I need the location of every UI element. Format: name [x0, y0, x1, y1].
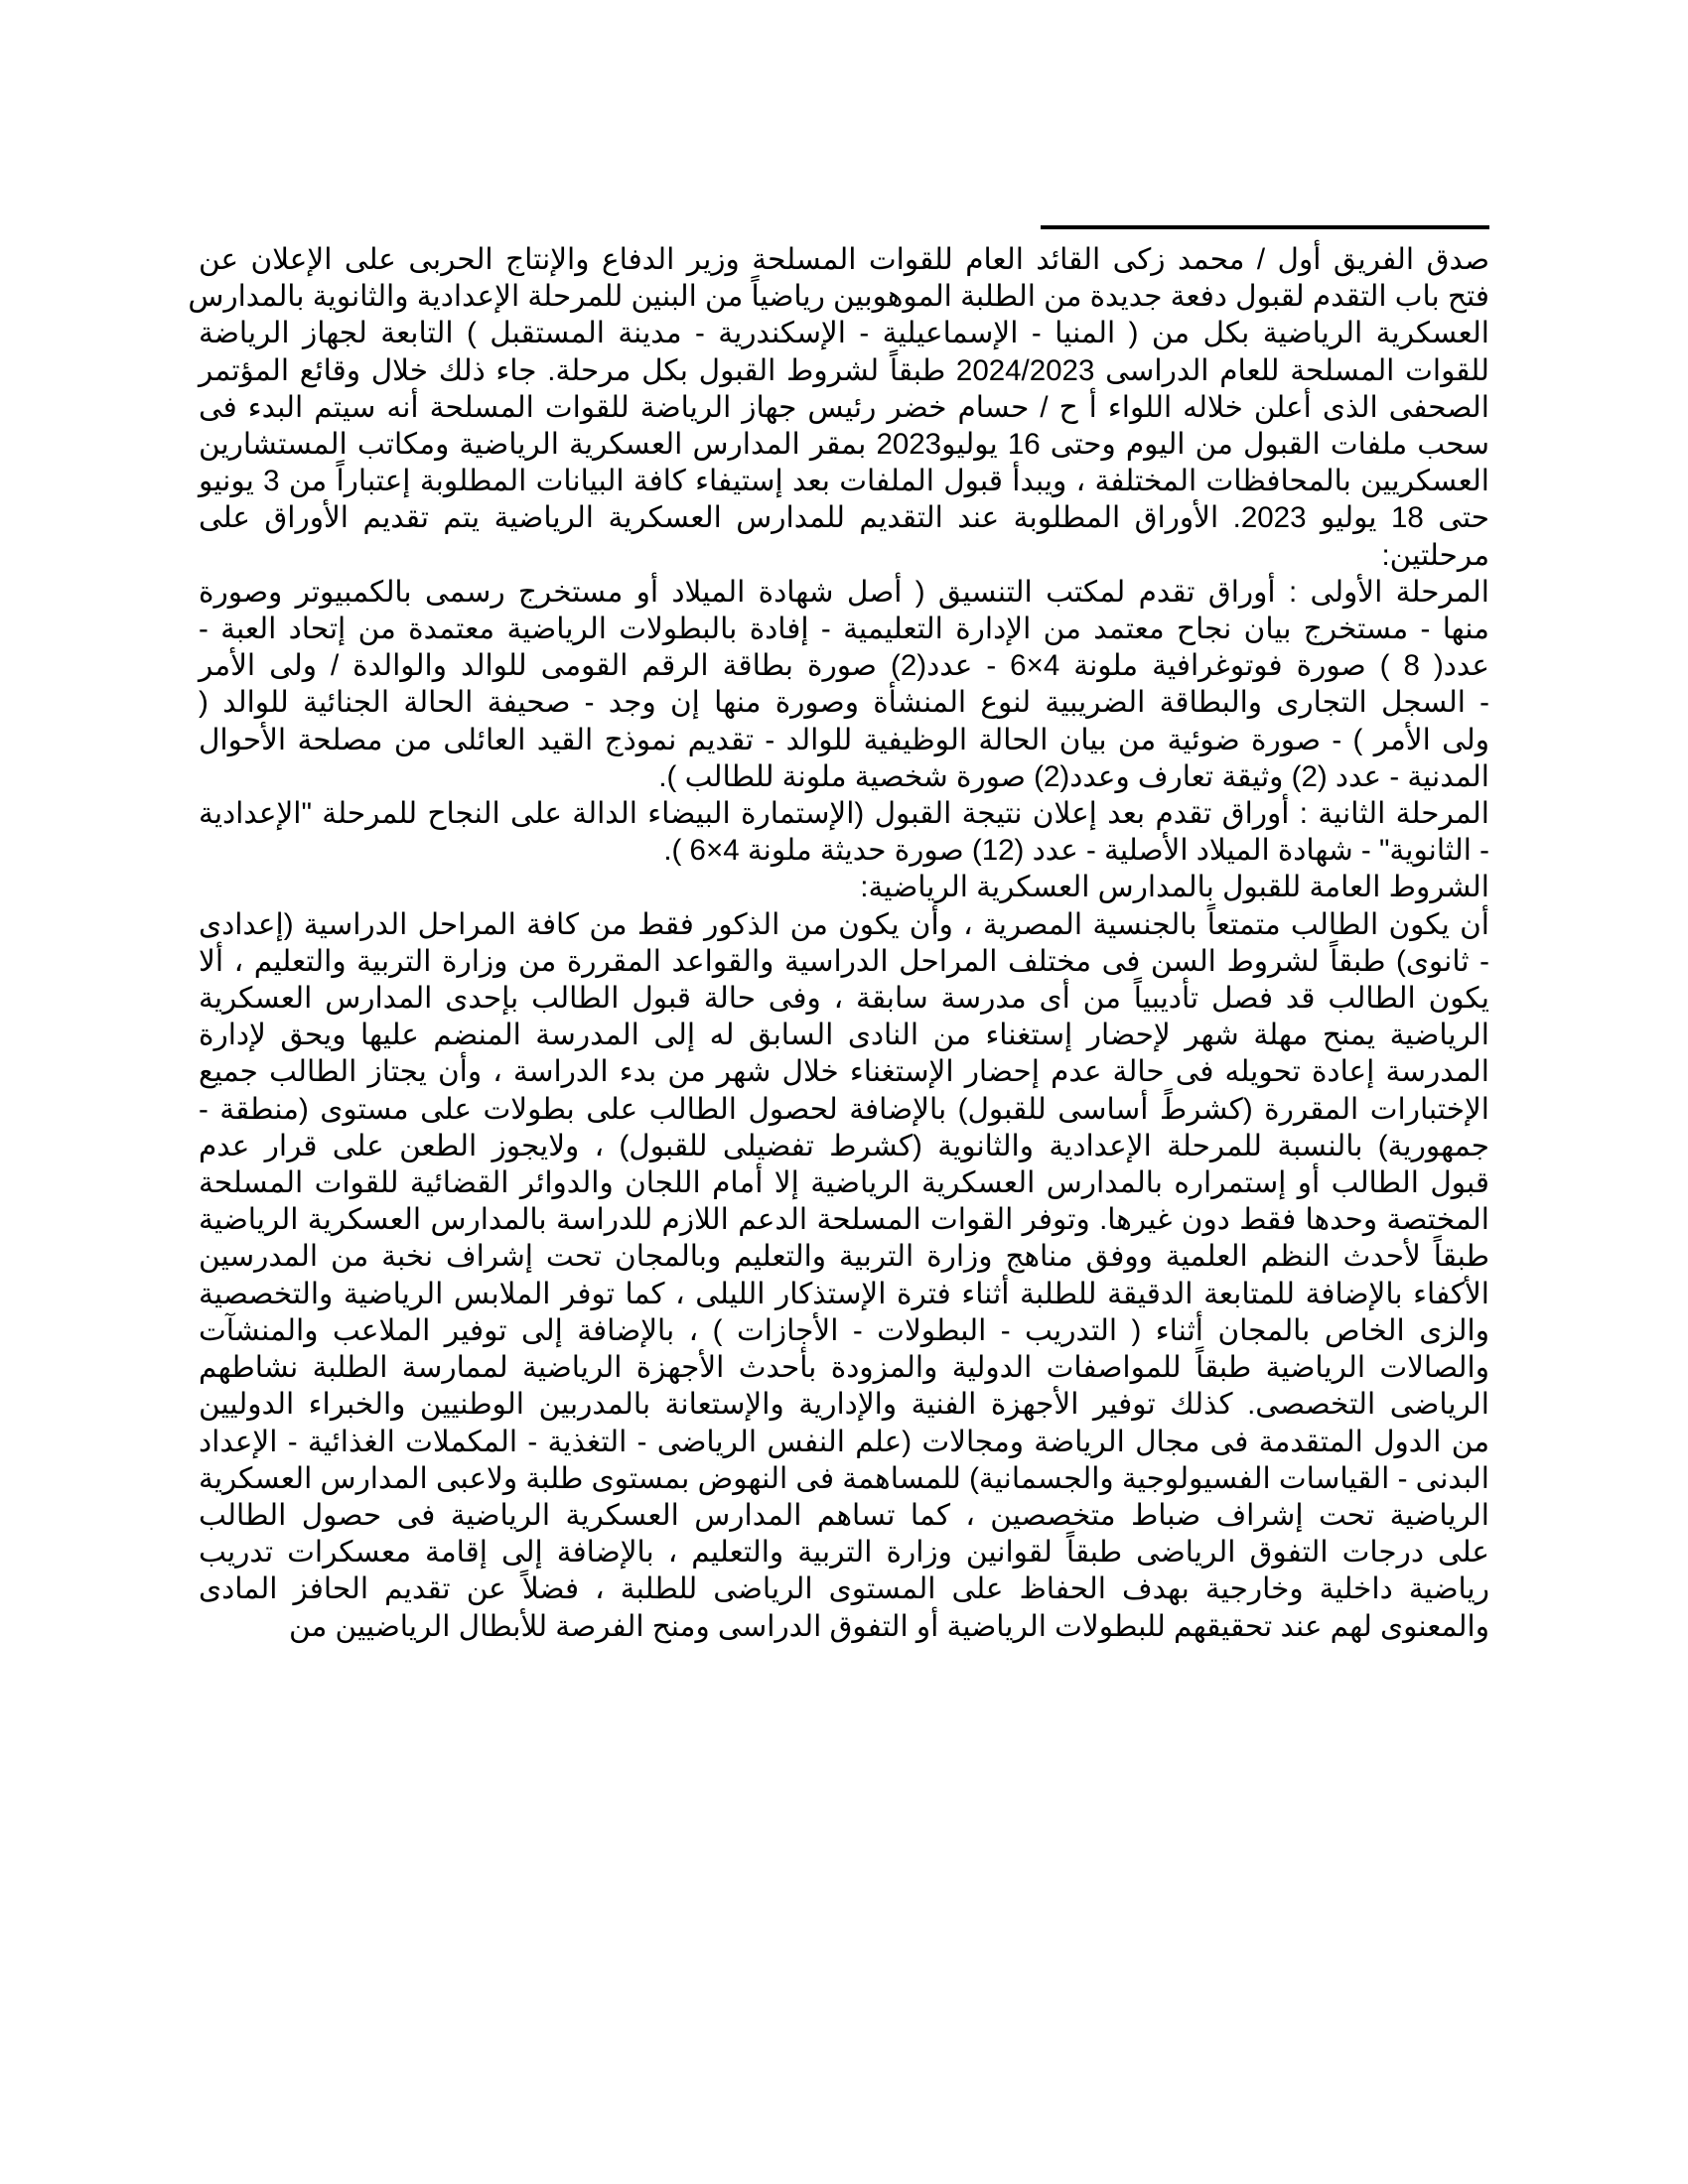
text-line: فتح باب التقدم لقبول دفعة جديدة من الطلبة الموهوبين رياضياً من البنين للمرحلة الإعدادية والثانوية بالمدارس: [188, 280, 1489, 314]
text-line: العسكرية الرياضية بكل من ( المنيا - الإسماعيلية - الإسكندرية - مدينة المستقبل ) التابعة لجهاز الرياضة: [199, 317, 1489, 350]
footnote-separator-rule: [1041, 225, 1489, 229]
text-line: قبول الطالب أو إستمراره بالمدارس العسكرية الرياضية إلا أمام اللجان والدوائر القضائية للقوات المسلحة: [199, 1166, 1489, 1200]
text-line: سحب ملفات القبول من اليوم وحتى 16 يوليو2023 بمقر المدارس العسكرية الرياضية ومكاتب المستشارين: [199, 428, 1490, 462]
text-line: - السجل التجارى والبطاقة الضريبية لنوع المنشأة وصورة منها إن وجد - صحيفة الحالة الجنائية للوالد (: [199, 686, 1489, 720]
text-line: البدنى - القياسات الفسيولوجية والجسمانية) للمساهمة فى النهوض بمستوى طلبة ولاعبى المدارس العسكرية: [199, 1461, 1489, 1495]
paragraph-intro: [188, 241, 1490, 574]
text-line: الرياضية يمنح مهلة شهر لإحضار إستغناء من النادى السابق له إلى المدرسة المنضم عليها ويحق لإدارة: [199, 1019, 1489, 1052]
text-line: يكون الطالب قد فصل تأديبياً من أى مدرسة سابقة ، وفى حالة قبول الطالب بإحدى المدارس العسكرية: [199, 982, 1489, 1016]
text-line: طبقاً لأحدث النظم العلمية ووفق مناهج وزارة التربية والتعليم وبالمجان تحت إشراف نخبة من المدرسين: [199, 1240, 1489, 1274]
text-line: المرحلة الثانية : أوراق تقدم بعد إعلان نتيجة القبول (الإستمارة البيضاء الدالة على النجاح للمرحلة "الإعدادية: [199, 797, 1489, 831]
text-line: العسكريين بالمحافظات المختلفة ، ويبدأ قبول الملفات بعد إستيفاء كافة البيانات المطلوبة إعتباراً من 3 يونيو: [199, 465, 1489, 498]
paragraph-stage-two: [199, 795, 1489, 869]
text-line: الرياضى التخصصى. كذلك توفير الأجهزة الفنية والإدارية والإستعانة بالمدربين الوطنيين والخبراء الدوليين: [199, 1388, 1489, 1422]
text-line: والمعنوى لهم عند تحقيقهم للبطولات الرياضية أو التفوق الدراسى ومنح الفرصة للأبطال الرياضيين من: [289, 1609, 1489, 1643]
text-line: منها - مستخرج بيان نجاح معتمد من الإدارة التعليمية - إفادة بالبطولات الرياضية معتمدة من إتحاد العبة -: [199, 613, 1489, 646]
text-line: أن يكون الطالب متمتعاً بالجنسية المصرية ، وأن يكون من الذكور فقط من كافة المراحل الدراسية (إعدادى: [199, 907, 1489, 941]
text-line: والصالات الرياضية طبقاً للمواصفات الدولية والمزودة بأحدث الأجهزة الرياضية لممارسة الطلبة نشاطهم: [199, 1351, 1489, 1385]
article-body: [188, 241, 1490, 1645]
text-line: والزى الخاص بالمجان أثناء ( التدريب - البطولات - الأجازات ) ، بالإضافة إلى توفير الملاعب والمنشآت: [199, 1313, 1489, 1347]
text-line: الإختبارات المقررة (كشرطً أساسى للقبول) بالإضافة لحصول الطالب على بطولات على مستوى (منطقة -: [199, 1092, 1489, 1126]
paragraph-general-conditions: [199, 906, 1489, 1645]
text-line: الرياضية تحت إشراف ضباط متخصصين ، كما تساهم المدارس العسكرية الرياضية فى حصول الطالب: [199, 1498, 1489, 1532]
text-line: المدرسة إعادة تحويله فى حالة عدم إحضار الإستغناء خلال شهر من بدء الدراسة ، وأن يجتاز الطالب جميع: [199, 1055, 1489, 1089]
text-line: المرحلة الأولى : أوراق تقدم لمكتب التنسيق ( أصل شهادة الميلاد أو مستخرج رسمى بالكمبيوتر وصورة: [199, 575, 1489, 609]
text-line: مرحلتين:: [1381, 538, 1489, 572]
text-line: من الدول المتقدمة فى مجال الرياضة ومجالات (علم النفس الرياضى - التغذية - المكملات الغذائية - الإعداد: [199, 1425, 1489, 1458]
text-line: الأكفاء بالإضافة للمتابعة الدقيقة للطلبة أثناء فترة الإستذكار الليلى ، كما توفر الملابس الرياضية والتخصصية: [199, 1277, 1489, 1310]
paragraph-general-conditions-heading: [199, 869, 1489, 905]
text-line: عدد( 8 ) صورة فوتوغرافية ملونة 4×6 - عدد(2) صورة بطاقة الرقم القومى للوالد والوالدة / ولى الأمر: [199, 649, 1490, 683]
text-line: ولى الأمر ) - صورة ضوئية من بيان الحالة الوظيفية للوالد - تقديم نموذج القيد العائلى من مصلحة الأحوال: [199, 723, 1489, 756]
text-line: حتى 18 يوليو 2023. الأوراق المطلوبة عند التقديم للمدارس العسكرية الرياضية يتم تقديم الأوراق على: [199, 501, 1489, 535]
text-line: للقوات المسلحة للعام الدراسى 2024/2023 طبقاً لشروط القبول بكل مرحلة. جاء ذلك خلال وقائع المؤتمر: [199, 353, 1489, 387]
text-line: - ثانوى) طبقاً لشروط السن فى مختلف المراحل الدراسية والقواعد المقررة من وزارة التربية والتعليم ، ألا: [199, 944, 1489, 978]
text-line: الشروط العامة للقبول بالمدارس العسكرية الرياضية:: [860, 871, 1489, 904]
text-line: جمهورية) بالنسبة للمرحلة الإعدادية والثانوية (كشرط تفضيلى للقبول) ، ولايجوز الطعن على قرار عدم: [199, 1129, 1489, 1162]
text-line: على درجات التفوق الرياضى طبقاً لقوانين وزارة التربية والتعليم ، بالإضافة إلى إقامة معسكرات تدريب: [199, 1536, 1489, 1570]
text-line: - الثانوية" - شهادة الميلاد الأصلية - عدد (12) صورة حديثة ملونة 4×6 ).: [663, 834, 1489, 868]
text-line: صدق الفريق أول / محمد زكى القائد العام للقوات المسلحة وزير الدفاع والإنتاج الحربى على الإعلان عن: [199, 243, 1489, 276]
paragraph-stage-one: [199, 574, 1489, 795]
text-line: المختصة وحدها فقط دون غيرها. وتوفر القوات المسلحة الدعم اللازم للدراسة بالمدارس العسكرية الرياضية: [199, 1203, 1489, 1237]
text-line: رياضية داخلية وخارجية بهدف الحفاظ على المستوى الرياضى للطلبة ، فضلاً عن تقديم الحافز المادى: [199, 1572, 1489, 1606]
text-line: المدنية - عدد (2) وثيقة تعارف وعدد(2) صورة شخصية ملونة للطالب ).: [658, 759, 1489, 793]
text-line: الصحفى الذى أعلن خلاله اللواء أ ح / حسام خضر رئيس جهاز الرياضة للقوات المسلحة أنه سيتم البدء فى: [199, 390, 1489, 424]
